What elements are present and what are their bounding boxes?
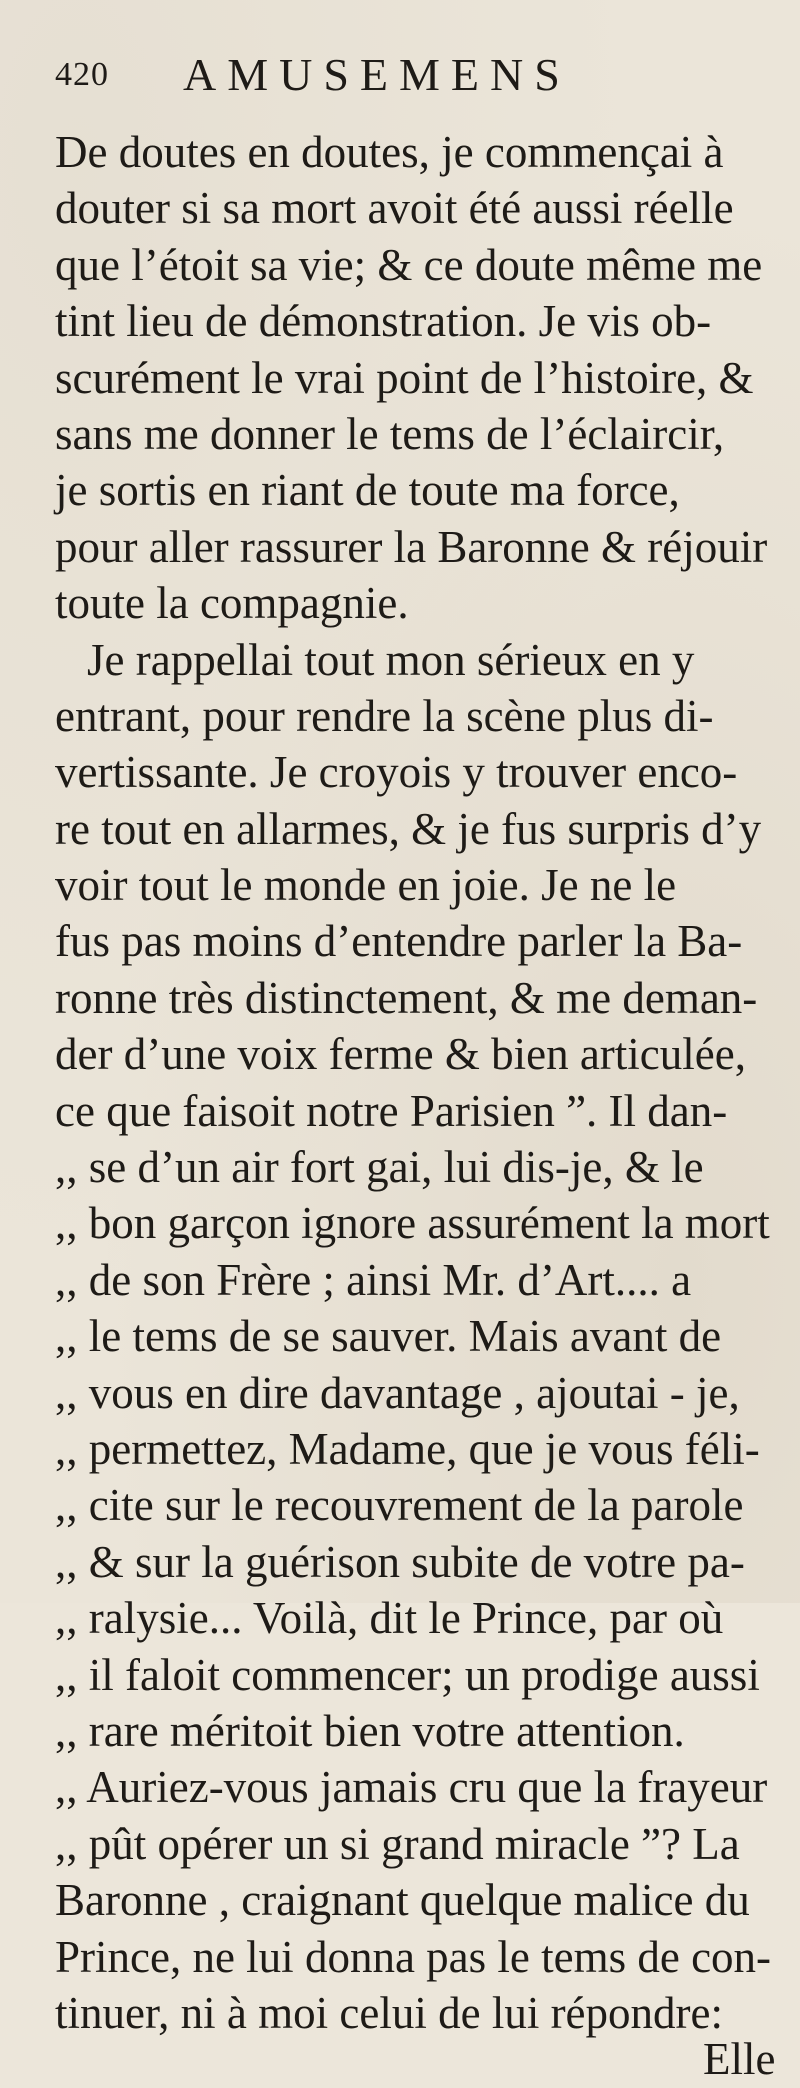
quoted-line: ,, Auriez-vous jamais cru que la frayeur [55, 1762, 768, 1813]
text-line: fus pas moins d’entendre parler la Ba- [55, 916, 743, 967]
quoted-line: ,, ralysie... Voilà, dit le Prince, par où [55, 1593, 724, 1644]
catchword: Elle [703, 2034, 776, 2085]
text-line: scurément le vrai point de l’histoire, & [55, 352, 754, 403]
quoted-line: ,, pût opérer un si grand miracle ”? La [55, 1818, 740, 1869]
text-line: je sortis en riant de toute ma force, [55, 465, 680, 516]
quoted-line: ,, se d’un air fort gai, lui dis-je, & le [55, 1142, 704, 1193]
body-text [55, 124, 800, 2085]
text-line: sans me donner le tems de l’éclaircir, [55, 408, 725, 459]
quoted-line: ,, permettez, Madame, que je vous féli- [55, 1423, 760, 1474]
text-line: voir tout le monde en joie. Je ne le [55, 860, 677, 911]
text-line: pour aller rassurer la Baronne & réjouir [55, 521, 768, 572]
quoted-line: ,, il faloit commencer; un prodige aussi [55, 1649, 760, 1700]
quoted-line: ,, le tems de se sauver. Mais avant de [55, 1311, 722, 1362]
text-line: ce que faisoit notre Parisien ”. Il dan- [55, 1085, 728, 1136]
text-line: ronne très distinctement, & me deman- [55, 972, 758, 1023]
text-line: entrant, pour rendre la scène plus di- [55, 690, 714, 741]
quoted-line: ,, vous en dire davantage , ajoutai - je, [55, 1367, 740, 1418]
text-line: De doutes en doutes, je commençai à [55, 127, 724, 177]
running-title: AMUSEMENS [183, 49, 571, 100]
text-line: re tout en allarmes, & je fus surpris d’y [55, 803, 762, 854]
page-number: 420 [55, 56, 109, 93]
text-line: Baronne , craignant quelque malice du [55, 1875, 750, 1926]
text-line: tinuer, ni à moi celui de lui répondre: [55, 1987, 723, 2038]
quoted-line: ,, rare méritoit bien votre attention. [55, 1705, 685, 1756]
text-line: tint lieu de démonstration. Je vis ob- [55, 296, 712, 347]
text-line: vertissante. Je croyois y trouver enco- [55, 747, 738, 798]
quoted-line: ,, de son Frère ; ainsi Mr. d’Art.... a [55, 1254, 692, 1305]
catchword-line [55, 2034, 800, 2085]
text-line: douter si sa mort avoit été aussi réelle [55, 183, 734, 234]
quoted-line: ,, & sur la guérison subite de votre pa- [55, 1536, 745, 1587]
text-line: Prince, ne lui donna pas le tems de con- [55, 1931, 772, 1982]
text-line: der d’une voix ferme & bien articulée, [55, 1029, 746, 1080]
quoted-line: ,, cite sur le recouvrement de la parole [55, 1480, 744, 1531]
quoted-line: ,, bon garçon ignore assurément la mort [55, 1198, 770, 1249]
paragraph-start-line: Je rappellai tout mon sérieux en y [87, 634, 695, 685]
text-line: toute la compagnie. [55, 578, 409, 629]
running-head [55, 48, 800, 108]
text-line: que l’étoit sa vie; & ce doute même me [55, 239, 763, 290]
